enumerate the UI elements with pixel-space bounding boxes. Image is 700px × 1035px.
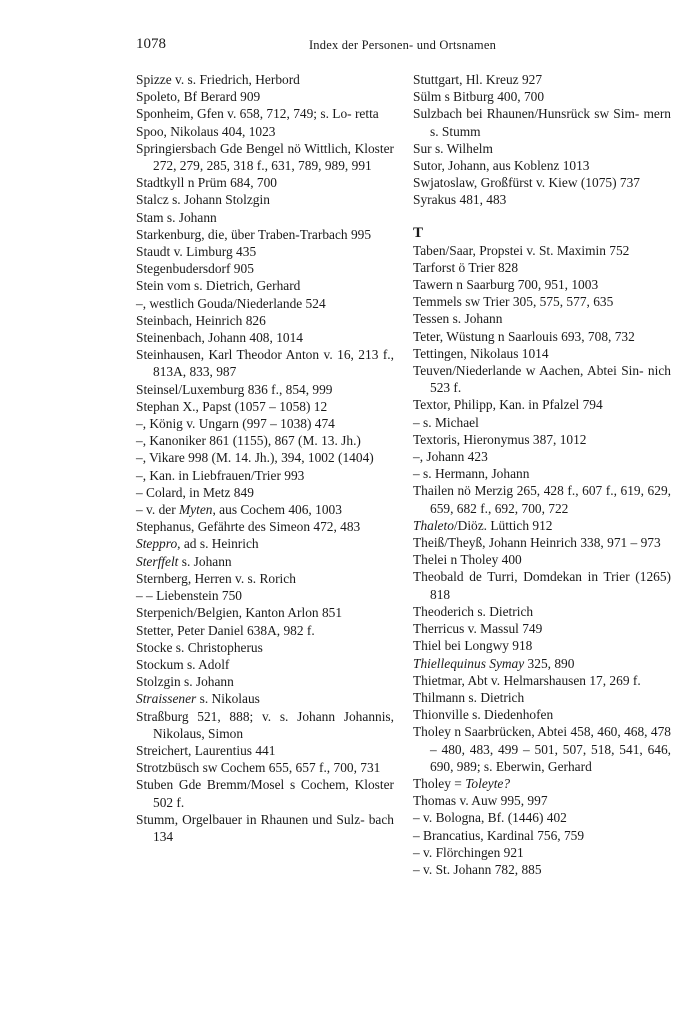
index-entry <box>413 603 671 620</box>
index-entry <box>413 655 671 672</box>
entry-text: Stein vom s. Dietrich, Gerhard <box>136 278 301 294</box>
index-entry <box>136 518 394 535</box>
entry-text: Teter, Wüstung n Saarlouis 693, 708, 732 <box>413 328 635 344</box>
entry-text: Tettingen, Nikolaus 1014 <box>413 345 549 361</box>
entry-italic-text: Sterffelt <box>136 553 179 569</box>
entry-text: – s. Hermann, Johann <box>413 466 530 482</box>
index-entry <box>413 775 671 792</box>
entry-text: Thelei n Tholey 400 <box>413 552 522 568</box>
entry-text: – s. Michael <box>413 414 479 430</box>
entry-text: –, Johann 423 <box>413 449 488 465</box>
index-entry <box>413 620 671 637</box>
entry-text: Theoderich s. Dietrich <box>413 603 534 619</box>
entry-italic-text: Steppro <box>136 536 178 552</box>
entry-text: Strotzbüsch sw Cochem 655, 657 f., 700, 731 <box>136 760 381 776</box>
index-entry <box>136 105 394 122</box>
entry-text: Tholey n Saarbrücken, Abtei 458, 460, 468, 478 – 480, 483, 499 – 501, 507, 518, 541, 646, 690, 989; s. Eberwin, Gerhard <box>413 724 671 774</box>
index-entry <box>136 174 394 191</box>
index-entry <box>136 432 394 449</box>
entry-text: Swjatoslaw, Großfürst v. Kiew (1075) 737 <box>413 175 640 191</box>
entry-text-suffix: s. Johann <box>178 553 232 569</box>
index-entry <box>413 568 671 602</box>
index-entry <box>136 123 394 140</box>
index-entry <box>136 467 394 484</box>
entry-text: Sternberg, Herren v. s. Rorich <box>136 570 296 586</box>
entry-text: – v. St. Johann 782, 885 <box>413 861 542 877</box>
right-index-column <box>413 71 671 878</box>
entry-text: Sur s. Wilhelm <box>413 140 493 156</box>
index-entry <box>413 689 671 706</box>
index-entry <box>136 570 394 587</box>
index-entry <box>136 656 394 673</box>
index-entry <box>136 759 394 776</box>
index-entry <box>136 673 394 690</box>
page-number: 1078 <box>136 36 166 52</box>
entry-text: Stetter, Peter Daniel 638A, 982 f. <box>136 622 315 638</box>
index-entry <box>413 362 671 396</box>
entry-text: Thiel bei Longwy 918 <box>413 638 533 654</box>
index-entry <box>136 346 394 380</box>
index-entry <box>413 792 671 809</box>
index-entry <box>413 242 671 259</box>
entry-text: Sponheim, Gfen v. 658, 712, 749; s. Lo- retta <box>136 106 379 122</box>
entry-text: Stam s. Johann <box>136 209 217 225</box>
entry-text: Stadtkyll n Prüm 684, 700 <box>136 175 277 191</box>
index-entry <box>136 295 394 312</box>
entry-text: – v. Bologna, Bf. (1446) 402 <box>413 810 567 826</box>
entry-text: Tessen s. Johann <box>413 311 503 327</box>
section-letter: T <box>413 224 424 241</box>
entry-text-suffix: 325, 890 <box>524 655 575 671</box>
index-entry <box>136 811 394 845</box>
index-entry <box>413 706 671 723</box>
entry-text: Textoris, Hieronymus 387, 1012 <box>413 431 587 447</box>
entry-text: – – Liebenstein 750 <box>136 588 242 604</box>
entry-text: Tarforst ö Trier 828 <box>413 259 519 275</box>
entry-text: Spoo, Nikolaus 404, 1023 <box>136 123 276 139</box>
entry-text: Temmels sw Trier 305, 575, 577, 635 <box>413 294 614 310</box>
index-entry <box>136 329 394 346</box>
index-entry <box>413 827 671 844</box>
index-entry <box>413 672 671 689</box>
index-entry <box>413 414 671 431</box>
entry-text: Stephanus, Gefährte des Simeon 472, 483 <box>136 519 361 535</box>
entry-text-suffix: s. Nikolaus <box>196 691 260 707</box>
index-entry <box>413 637 671 654</box>
index-entry <box>413 723 671 775</box>
index-entry <box>413 861 671 878</box>
index-entry <box>413 293 671 310</box>
entry-text: Spizze v. s. Friedrich, Herbord <box>136 72 300 87</box>
index-entry <box>136 191 394 208</box>
entry-text: Steinsel/Luxemburg 836 f., 854, 999 <box>136 381 333 397</box>
entry-italic-text: Thiellequinus Symay <box>413 655 525 671</box>
entry-text: –, Kan. in Liebfrauen/Trier 993 <box>136 467 305 483</box>
index-entry <box>136 243 394 260</box>
index-entry <box>136 88 394 105</box>
entry-text: Taben/Saar, Propstei v. St. Maximin 752 <box>413 242 630 258</box>
index-entry <box>413 844 671 861</box>
entry-text-suffix: /Diöz. Lüttich 912 <box>453 517 553 533</box>
index-entry <box>136 604 394 621</box>
entry-text: –, König v. Ungarn (997 – 1038) 474 <box>136 416 335 432</box>
index-entry <box>413 345 671 362</box>
index-entry <box>136 398 394 415</box>
entry-text: Stuben Gde Bremm/Mosel s Cochem, Kloster 502 f. <box>136 777 394 810</box>
entry-text: Syrakus 481, 483 <box>413 192 507 208</box>
entry-text: – Colard, in Metz 849 <box>136 484 254 500</box>
index-entry <box>136 501 394 518</box>
entry-text: Teuven/Niederlande w Aachen, Abtei Sin- nich 523 f. <box>413 363 671 396</box>
index-entry <box>136 484 394 501</box>
index-entry <box>136 415 394 432</box>
index-entry <box>413 105 671 139</box>
entry-text: Thilmann s. Dietrich <box>413 689 525 705</box>
index-entry <box>413 157 671 174</box>
entry-text: Therricus v. Massul 749 <box>413 621 543 637</box>
entry-text: Tawern n Saarburg 700, 951, 1003 <box>413 277 599 293</box>
left-index-column <box>136 71 394 845</box>
index-entry <box>136 140 394 174</box>
entry-text: –, Vikare 998 (M. 14. Jh.), 394, 1002 (1404) <box>136 450 374 466</box>
entry-text: Spoleto, Bf Berard 909 <box>136 89 261 105</box>
entry-text: Steinbach, Heinrich 826 <box>136 312 266 328</box>
entry-text: Stuttgart, Hl. Kreuz 927 <box>413 72 543 87</box>
entry-text: Steinenbach, Johann 408, 1014 <box>136 330 303 346</box>
entry-italic-text: Thaleto <box>413 517 454 533</box>
entry-text: Streichert, Laurentius 441 <box>136 742 276 758</box>
entry-text: Thietmar, Abt v. Helmarshausen 17, 269 f. <box>413 672 641 688</box>
index-entry <box>413 140 671 157</box>
index-entry <box>136 209 394 226</box>
entry-text: Stolzgin s. Johann <box>136 674 234 690</box>
entry-text: Stalcz s. Johann Stolzgin <box>136 192 270 208</box>
index-entry <box>413 191 671 208</box>
index-entry <box>136 260 394 277</box>
entry-text: Stocke s. Christopherus <box>136 639 263 655</box>
entry-text: Textor, Philipp, Kan. in Pfalzel 794 <box>413 397 603 413</box>
index-entry <box>413 431 671 448</box>
entry-text: Sutor, Johann, aus Koblenz 1013 <box>413 158 590 174</box>
index-entry <box>413 71 671 88</box>
index-entry <box>413 310 671 327</box>
index-entry <box>136 71 394 88</box>
entry-text: –, westlich Gouda/Niederlande 524 <box>136 295 326 311</box>
entry-text: Staudt v. Limburg 435 <box>136 244 257 260</box>
index-entry <box>413 448 671 465</box>
entry-text: Stumm, Orgelbauer in Rhaunen und Sulz- bach 134 <box>136 811 394 844</box>
index-entry <box>413 809 671 826</box>
index-entry <box>413 465 671 482</box>
entry-text: Thomas v. Auw 995, 997 <box>413 793 548 809</box>
entry-text: Thailen nö Merzig 265, 428 f., 607 f., 619, 629, 659, 682 f., 692, 700, 722 <box>413 483 671 516</box>
right-entries-s <box>413 71 671 209</box>
entry-text-suffix: , aus Cochem 406, 1003 <box>212 502 342 518</box>
index-entry <box>136 708 394 742</box>
index-entry <box>136 449 394 466</box>
index-entry <box>136 639 394 656</box>
index-entry <box>136 226 394 243</box>
entry-italic-text: Straissener <box>136 691 197 707</box>
index-entry <box>413 88 671 105</box>
entry-text: – Brancatius, Kardinal 756, 759 <box>413 827 585 843</box>
entry-text: – v. der <box>136 502 180 518</box>
index-entry <box>136 742 394 759</box>
index-entry <box>136 277 394 294</box>
entry-text: Straßburg 521, 888; v. s. Johann Johannis, Nikolaus, Simon <box>136 708 394 741</box>
index-entry <box>413 259 671 276</box>
entry-text: –, Kanoniker 861 (1155), 867 (M. 13. Jh.) <box>136 433 361 449</box>
page-header <box>136 36 669 58</box>
entry-text: Theiß/Theyß, Johann Heinrich 338, 971 – 973 <box>413 535 661 551</box>
entry-text: Springiersbach Gde Bengel nö Wittlich, Kloster 272, 279, 285, 318 f., 631, 789, 989, 991 <box>136 140 394 174</box>
entry-text: Sterpenich/Belgien, Kanton Arlon 851 <box>136 605 343 621</box>
index-entry <box>413 276 671 293</box>
running-title: Index der Personen- und Ortsnamen <box>308 38 497 52</box>
index-entry <box>136 622 394 639</box>
index-entry <box>136 690 394 707</box>
index-entry <box>413 551 671 568</box>
index-entry <box>136 587 394 604</box>
entry-text: – v. Flörchingen 921 <box>413 844 524 860</box>
entry-italic-text: Myten <box>179 502 213 518</box>
index-entry <box>413 396 671 413</box>
index-entry <box>413 534 671 551</box>
entry-text: Starkenburg, die, über Traben-Trarbach 995 <box>136 226 372 242</box>
entry-text-suffix: , ad s. Heinrich <box>177 536 259 552</box>
entry-text: Stegenbudersdorf 905 <box>136 261 254 277</box>
index-entry <box>136 381 394 398</box>
entry-text: Theobald de Turri, Domdekan in Trier (1265) 818 <box>413 569 671 602</box>
entry-text: Tholey = <box>413 775 466 791</box>
entry-text: Steinhausen, Karl Theodor Anton v. 16, 213 f., 813A, 833, 987 <box>136 347 394 380</box>
index-entry <box>413 328 671 345</box>
entry-italic-text: Toleyte? <box>465 775 511 791</box>
index-entry <box>136 776 394 810</box>
entry-text: Sulzbach bei Rhaunen/Hunsrück sw Sim- mern s. Stumm <box>413 106 671 139</box>
entry-text: Stephan X., Papst (1057 – 1058) 12 <box>136 398 328 414</box>
index-entry <box>413 517 671 534</box>
index-entry <box>413 482 671 516</box>
index-entry <box>136 553 394 570</box>
entry-text: Stockum s. Adolf <box>136 656 230 672</box>
index-entry <box>136 535 394 552</box>
entry-text: Thionville s. Diedenhofen <box>413 707 554 723</box>
right-entries-t <box>413 242 671 879</box>
index-entry <box>136 312 394 329</box>
entry-text: Sülm s Bitburg 400, 700 <box>413 89 545 105</box>
index-entry <box>413 174 671 191</box>
